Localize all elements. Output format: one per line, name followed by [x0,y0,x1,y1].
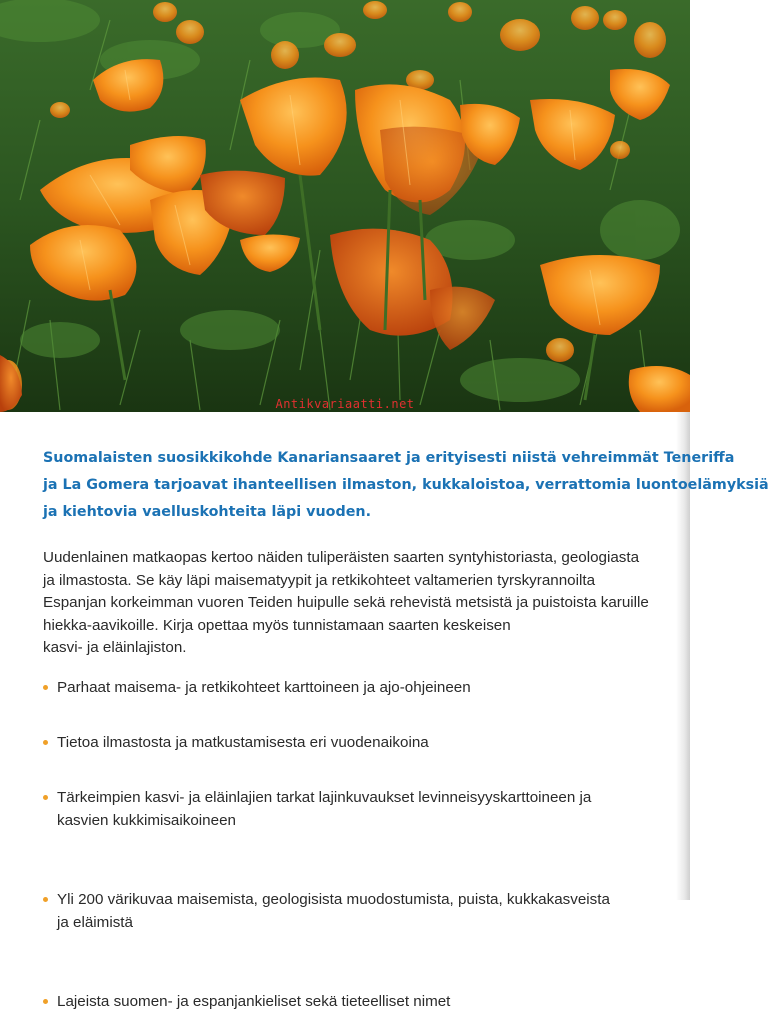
bullet-icon [43,740,48,745]
description-line: kasvi- ja eläinlajiston. [43,639,187,656]
bullet-icon [43,685,48,690]
feature-text: Yli 200 värikuvaa maisemista, geologisista muodostumista, puista, kukkakasveista [57,891,610,908]
feature-item [43,676,683,699]
description-line: ja ilmastosta. Se käy läpi maisematyypit ja retkikohteet valtamerien tyrskyrannoilta [43,571,596,589]
feature-item [43,888,683,934]
bullet-icon [43,795,48,800]
feature-item [43,731,683,754]
feature-text: ja eläimistä [57,914,133,931]
bullet-icon [43,897,48,902]
feature-text: Parhaat maisema- ja retkikohteet karttoineen ja ajo-ohjeineen [57,679,471,696]
intro-line: ja La Gomera tarjoavat ihanteellisen ilmaston, kukkaloistoa, verrattomia luontoelämyksiä [43,477,769,493]
description-paragraph [43,547,683,660]
feature-list [43,676,683,1010]
intro-line: Suomalaisten suosikkikohde Kanariansaaret ja erityisesti niistä vehreimmät Teneriffa [43,450,735,466]
intro-paragraph [43,445,769,526]
feature-item [43,786,683,832]
feature-text: Tietoa ilmastosta ja matkustamisesta eri vuodenaikoina [57,734,429,751]
watermark: Antikvariaatti.net [275,397,415,411]
feature-text: Lajeista suomen- ja espanjankieliset sekä tieteelliset nimet [57,993,451,1010]
poppy-flowers-photo [0,0,690,412]
description-line: Uudenlainen matkaopas kertoo näiden tuliperäisten saarten syntyhistoriasta, geologiasta [43,549,640,566]
bullet-icon [43,999,48,1004]
feature-text: Tärkeimpien kasvi- ja eläinlajien tarkat lajinkuvaukset levinneisyyskarttoineen ja [57,789,592,806]
description-line: Espanjan korkeimman vuoren Teiden huipulle sekä rehevistä metsistä ja puistoista karuille [43,594,649,611]
feature-item [43,990,683,1013]
intro-line: ja kiehtovia vaelluskohteita läpi vuoden. [43,504,371,520]
feature-text: kasvien kukkimisaikoineen [57,812,236,829]
description-line: hiekka-aavikoille. Kirja opettaa myös tunnistamaan saarten keskeisen [43,616,511,634]
